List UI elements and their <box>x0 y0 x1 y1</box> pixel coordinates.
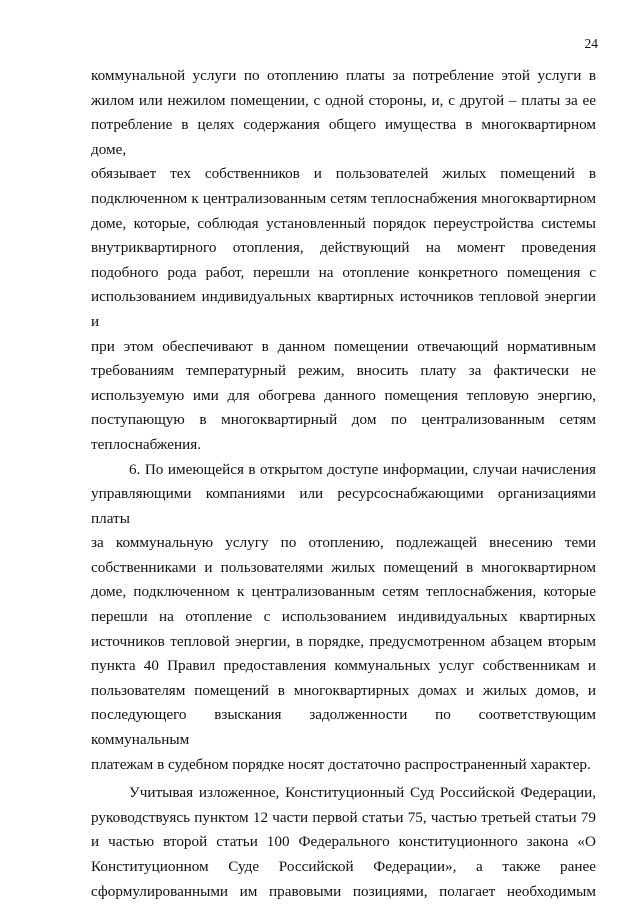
text-line: пользователям помещений в многоквартирных домах и жилых домов, и <box>91 681 596 699</box>
text-line: Конституционном Суде Российской Федерации», а также ранее <box>91 858 596 875</box>
text-line: подключенном к централизованным сетям теплоснабжения многоквартирном <box>91 189 596 207</box>
text-line: поступающую в многоквартирный дом по централизованным сетям <box>91 411 596 429</box>
document-body <box>91 64 596 904</box>
text-line: жилом или нежилом помещении, с одной стороны, и, с другой – платы за ее <box>91 91 596 109</box>
text-line: за коммунальную услугу по отоплению, подлежащей внесению теми <box>91 534 596 552</box>
text-line: использованием индивидуальных квартирных источников тепловой энергии и <box>91 288 596 330</box>
text-line: управляющими компаниями или ресурсоснабжающими организациями платы <box>91 485 596 527</box>
text-line: при этом обеспечивают в данном помещении отвечающий нормативным <box>91 337 596 355</box>
text-line: последующего взыскания задолженности по соответствующим коммунальным <box>91 706 596 749</box>
text-line: внутриквартирного отопления, действующий на момент проведения <box>91 239 596 257</box>
text-line: 6. По имеющейся в открытом доступе информации, случаи начисления <box>129 460 596 478</box>
text-line: перешли на отопление с использованием индивидуальных квартирных <box>91 608 596 626</box>
text-line: потребление в целях содержания общего имущества в многоквартирном доме, <box>91 116 596 158</box>
text-line: доме, которые, соблюдая установленный порядок переустройства системы <box>91 214 596 232</box>
text-line: обязывает тех собственников и пользователей жилых помещений в <box>91 165 596 183</box>
text-line: подобного рода работ, перешли на отопление конкретного помещения с <box>91 263 596 281</box>
text-line: источников тепловой энергии, в порядке, предусмотренном абзацем вторым <box>91 632 596 650</box>
text-line: доме, подключенном к централизованным сетям теплоснабжения, которые <box>91 583 596 601</box>
page-number: 24 <box>584 36 598 51</box>
text-line: пункта 40 Правил предоставления коммунальных услуг собственникам и <box>91 657 596 675</box>
text-line: коммунальной услуги по отоплению платы за потребление этой услуги в <box>91 67 596 84</box>
text-line: сформулированными им правовыми позициями, полагает необходимым <box>91 882 596 900</box>
text-line: Учитывая изложенное, Конституционный Суд Российской Федерации, <box>129 784 596 802</box>
text-line: и частью второй статьи 100 Федерального конституционного закона «О <box>91 833 596 851</box>
text-line: требованиям температурный режим, вносить плату за фактически не <box>91 362 596 380</box>
text-line: используемую ими для обогрева данного помещения тепловую энергию, <box>91 386 596 404</box>
text-line: собственниками и пользователями жилых помещений в многоквартирном <box>91 558 596 576</box>
text-line: руководствуясь пунктом 12 части первой статьи 75, частью третьей статьи 79 <box>91 808 596 826</box>
text-line: теплоснабжения. <box>91 435 202 453</box>
text-line: платежам в судебном порядке носят достаточно распространенный характер. <box>91 755 591 773</box>
